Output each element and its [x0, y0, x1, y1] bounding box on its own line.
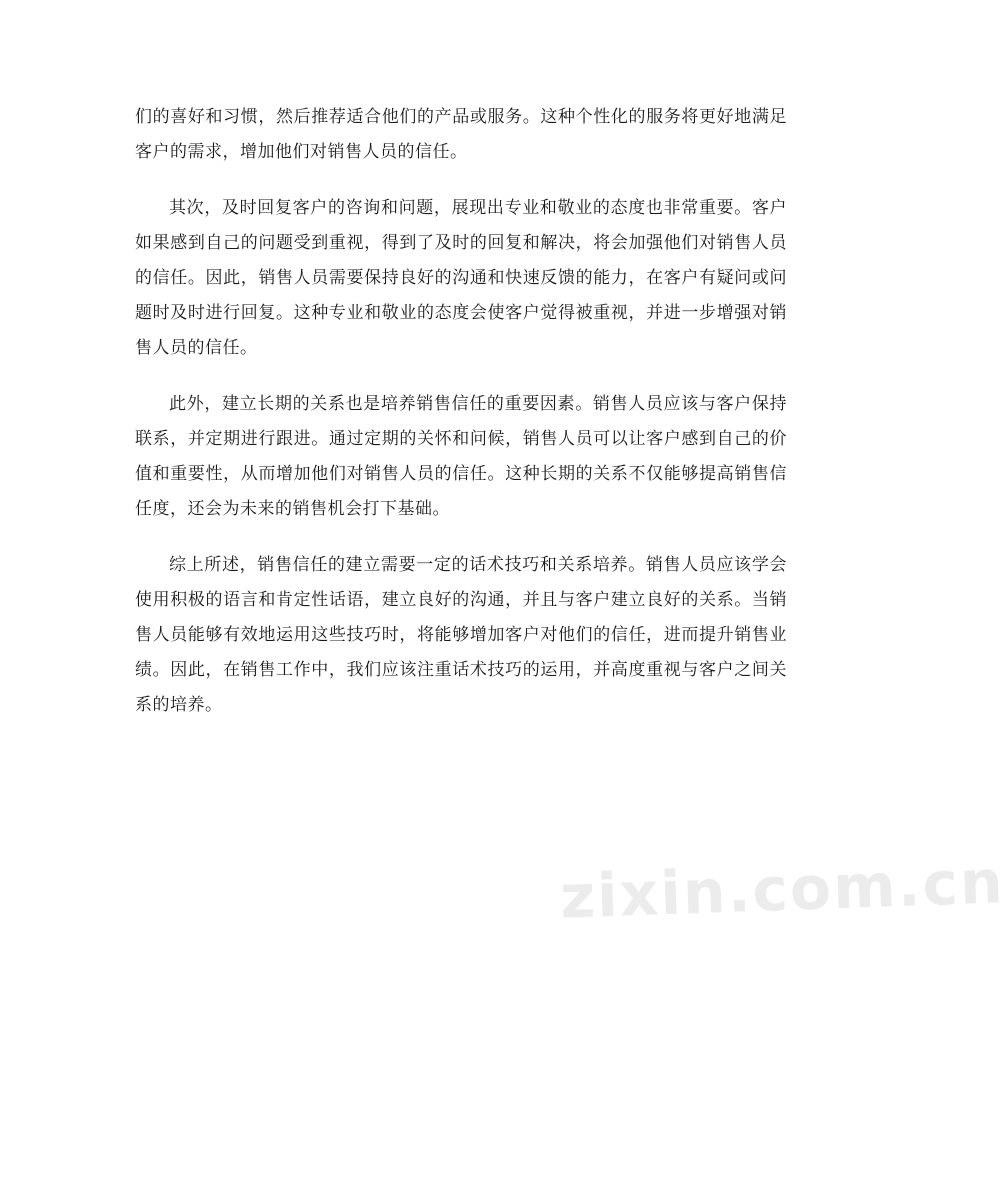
- paragraph-4: 综上所述，销售信任的建立需要一定的话术技巧和关系培养。销售人员应该学会使用积极的语言和肯定性话语，建立良好的沟通，并且与客户建立良好的关系。当销售人员能够有效地运用这些技巧时，将能够增加客户对他们的信任，进而提升销售业绩。因此，在销售工作中，我们应该注重话术技巧的运用，并高度重视与客户之间关系的培养。: [135, 555, 787, 715]
- paragraph-2: 其次，及时回复客户的咨询和问题，展现出专业和敬业的态度也非常重要。客户如果感到自己的问题受到重视，得到了及时的回复和解决，将会加强他们对销售人员的信任。因此，销售人员需要保持良好的沟通和快速反馈的能力，在客户有疑问或问题时及时进行回复。这种专业和敬业的态度会使客户觉得被重视，并进一步增强对销售人员的信任。: [135, 198, 787, 358]
- paragraph-1: 们的喜好和习惯，然后推荐适合他们的产品或服务。这种个性化的服务将更好地满足客户的需求，增加他们对销售人员的信任。: [135, 107, 787, 162]
- document-body: [135, 100, 787, 744]
- watermark: zixin.com.cn: [558, 847, 1006, 933]
- paragraph-3: 此外，建立长期的关系也是培养销售信任的重要因素。销售人员应该与客户保持联系，并定期进行跟进。通过定期的关怀和问候，销售人员可以让客户感到自己的价值和重要性，从而增加他们对销售人员的信任。这种长期的关系不仅能够提高销售信任度，还会为未来的销售机会打下基础。: [135, 394, 787, 519]
